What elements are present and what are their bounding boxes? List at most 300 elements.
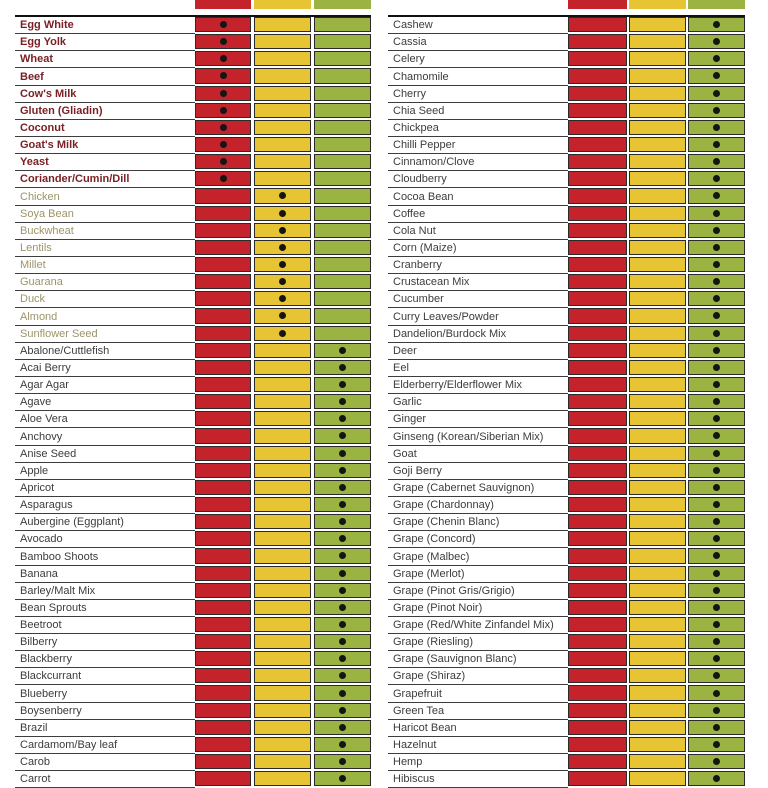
food-row — [15, 600, 371, 617]
food-row — [15, 617, 371, 634]
score-cell-red — [568, 86, 627, 101]
results-panel-right — [388, 0, 745, 788]
food-label: Cinnamon/Clove — [388, 154, 568, 171]
score-cell-yellow — [254, 188, 311, 203]
food-label: Grape (Riesling) — [388, 634, 568, 651]
score-cell-green — [688, 480, 745, 495]
food-label: Grape (Pinot Gris/Grigio) — [388, 583, 568, 600]
food-row — [388, 480, 745, 497]
score-dot — [713, 690, 720, 697]
score-cell-green — [688, 668, 745, 683]
score-cell-yellow — [629, 86, 686, 101]
score-dot — [713, 175, 720, 182]
score-cell-red — [568, 583, 627, 598]
food-row — [388, 446, 745, 463]
score-cell-yellow — [629, 634, 686, 649]
score-dot — [713, 72, 720, 79]
score-cell-green — [314, 548, 371, 563]
score-dot — [279, 278, 286, 285]
score-cell-red — [568, 394, 627, 409]
score-dot — [220, 90, 227, 97]
score-cell-red — [195, 754, 251, 769]
score-cell-yellow — [629, 394, 686, 409]
score-dot — [339, 398, 346, 405]
score-dot — [713, 672, 720, 679]
score-cell-green — [688, 17, 745, 32]
score-cell-red — [195, 531, 251, 546]
score-cell-green — [688, 446, 745, 461]
score-cell-red — [568, 754, 627, 769]
food-row — [15, 86, 371, 103]
score-cell-red — [568, 480, 627, 495]
score-dot — [713, 775, 720, 782]
score-cell-yellow — [254, 583, 311, 598]
food-label: Dandelion/Burdock Mix — [388, 326, 568, 343]
score-dot — [339, 724, 346, 731]
score-cell-yellow — [254, 308, 311, 323]
food-row — [15, 51, 371, 68]
score-cell-green — [688, 497, 745, 512]
food-label: Grape (Red/White Zinfandel Mix) — [388, 617, 568, 634]
food-row — [15, 206, 371, 223]
score-cell-yellow — [254, 171, 311, 186]
score-cell-red — [568, 737, 627, 752]
food-row — [388, 257, 745, 274]
score-cell-green — [314, 754, 371, 769]
score-cell-yellow — [629, 428, 686, 443]
score-cell-yellow — [254, 566, 311, 581]
score-cell-yellow — [629, 291, 686, 306]
score-cell-red — [568, 531, 627, 546]
food-label: Buckwheat — [15, 223, 195, 240]
score-cell-yellow — [629, 480, 686, 495]
score-cell-yellow — [629, 51, 686, 66]
score-cell-red — [568, 103, 627, 118]
score-cell-green — [314, 137, 371, 152]
score-cell-yellow — [254, 17, 311, 32]
score-dot — [339, 775, 346, 782]
score-cell-red — [195, 720, 251, 735]
score-cell-red — [568, 548, 627, 563]
score-cell-green — [314, 34, 371, 49]
score-cell-yellow — [629, 240, 686, 255]
score-cell-yellow — [254, 206, 311, 221]
food-row — [15, 223, 371, 240]
score-cell-red — [568, 188, 627, 203]
food-row — [388, 531, 745, 548]
score-cell-yellow — [629, 154, 686, 169]
score-dot — [220, 38, 227, 45]
score-cell-yellow — [629, 274, 686, 289]
score-cell-red — [195, 154, 251, 169]
score-cell-green — [314, 240, 371, 255]
score-cell-yellow — [629, 771, 686, 786]
food-label: Crustacean Mix — [388, 274, 568, 291]
food-row — [388, 600, 745, 617]
food-label: Chickpea — [388, 120, 568, 137]
score-cell-yellow — [254, 703, 311, 718]
food-row — [388, 308, 745, 325]
score-cell-red — [568, 274, 627, 289]
food-row — [15, 463, 371, 480]
food-label: Green Tea — [388, 703, 568, 720]
score-cell-red — [195, 51, 251, 66]
score-dot — [220, 141, 227, 148]
score-cell-green — [688, 771, 745, 786]
score-cell-green — [688, 103, 745, 118]
score-cell-red — [195, 257, 251, 272]
food-label: Cashew — [388, 17, 568, 34]
food-label: Garlic — [388, 394, 568, 411]
food-label: Curry Leaves/Powder — [388, 308, 568, 325]
score-cell-green — [688, 326, 745, 341]
score-dot — [339, 570, 346, 577]
score-cell-green — [688, 51, 745, 66]
score-dot — [713, 415, 720, 422]
food-label: Soya Bean — [15, 206, 195, 223]
score-cell-yellow — [629, 754, 686, 769]
score-cell-yellow — [254, 377, 311, 392]
score-cell-red — [195, 446, 251, 461]
score-cell-yellow — [629, 446, 686, 461]
food-label: Lentils — [15, 240, 195, 257]
legend-bar-red — [195, 0, 251, 9]
food-label: Coconut — [15, 120, 195, 137]
score-cell-yellow — [629, 514, 686, 529]
food-label: Coriander/Cumin/Dill — [15, 171, 195, 188]
score-cell-green — [314, 668, 371, 683]
score-cell-green — [314, 617, 371, 632]
score-cell-red — [568, 446, 627, 461]
score-cell-red — [195, 188, 251, 203]
food-label: Bean Sprouts — [15, 600, 195, 617]
score-dot — [279, 192, 286, 199]
score-cell-green — [688, 514, 745, 529]
score-cell-yellow — [629, 377, 686, 392]
food-label: Grape (Cabernet Sauvignon) — [388, 480, 568, 497]
results-panel-left — [15, 0, 371, 788]
score-cell-green — [688, 685, 745, 700]
score-cell-red — [195, 428, 251, 443]
score-dot — [713, 312, 720, 319]
food-label: Blackberry — [15, 651, 195, 668]
food-label: Celery — [388, 51, 568, 68]
score-dot — [220, 124, 227, 131]
food-row — [388, 703, 745, 720]
score-cell-green — [314, 634, 371, 649]
score-dot — [713, 707, 720, 714]
food-label: Chamomile — [388, 68, 568, 85]
score-dot — [279, 227, 286, 234]
score-cell-green — [688, 754, 745, 769]
score-cell-yellow — [254, 720, 311, 735]
score-cell-red — [195, 326, 251, 341]
score-cell-red — [568, 343, 627, 358]
food-label: Cardamom/Bay leaf — [15, 737, 195, 754]
score-cell-green — [688, 291, 745, 306]
legend-spacer — [15, 0, 195, 9]
score-dot — [339, 432, 346, 439]
score-cell-green — [314, 68, 371, 83]
score-dot — [713, 21, 720, 28]
food-row — [388, 17, 745, 34]
score-cell-red — [568, 600, 627, 615]
score-dot — [713, 278, 720, 285]
score-cell-red — [195, 411, 251, 426]
food-row — [15, 291, 371, 308]
score-cell-green — [314, 274, 371, 289]
score-cell-yellow — [254, 137, 311, 152]
score-cell-red — [568, 497, 627, 512]
score-cell-red — [195, 634, 251, 649]
food-row — [388, 566, 745, 583]
score-cell-yellow — [629, 17, 686, 32]
food-row — [388, 223, 745, 240]
food-row — [388, 326, 745, 343]
score-dot — [713, 758, 720, 765]
food-row — [388, 120, 745, 137]
score-dot — [220, 72, 227, 79]
score-dot — [279, 261, 286, 268]
score-cell-yellow — [254, 600, 311, 615]
score-cell-red — [568, 120, 627, 135]
food-label: Goat's Milk — [15, 137, 195, 154]
food-row — [15, 531, 371, 548]
score-dot — [339, 364, 346, 371]
score-cell-red — [568, 17, 627, 32]
score-cell-green — [688, 154, 745, 169]
score-cell-green — [688, 240, 745, 255]
score-cell-yellow — [254, 771, 311, 786]
score-dot — [713, 638, 720, 645]
score-cell-yellow — [254, 617, 311, 632]
score-dot — [713, 124, 720, 131]
score-cell-green — [314, 583, 371, 598]
score-cell-red — [195, 394, 251, 409]
score-cell-yellow — [254, 343, 311, 358]
score-cell-yellow — [629, 548, 686, 563]
score-cell-yellow — [254, 548, 311, 563]
score-dot — [339, 552, 346, 559]
score-dot — [713, 347, 720, 354]
score-cell-green — [314, 377, 371, 392]
score-cell-yellow — [254, 411, 311, 426]
score-cell-green — [688, 651, 745, 666]
food-row — [15, 308, 371, 325]
score-cell-green — [688, 583, 745, 598]
score-cell-yellow — [629, 188, 686, 203]
score-cell-red — [568, 651, 627, 666]
score-dot — [220, 107, 227, 114]
food-row — [15, 428, 371, 445]
score-dot — [713, 501, 720, 508]
score-dot — [713, 484, 720, 491]
score-dot — [220, 158, 227, 165]
score-cell-yellow — [629, 34, 686, 49]
food-row — [388, 206, 745, 223]
score-cell-green — [314, 206, 371, 221]
food-label: Haricot Bean — [388, 720, 568, 737]
food-row — [388, 720, 745, 737]
score-dot — [220, 55, 227, 62]
food-label: Carrot — [15, 771, 195, 788]
score-dot — [339, 450, 346, 457]
score-cell-yellow — [629, 223, 686, 238]
food-row — [15, 685, 371, 702]
food-label: Aloe Vera — [15, 411, 195, 428]
legend-spacer — [388, 0, 568, 9]
score-cell-green — [314, 703, 371, 718]
score-cell-red — [568, 566, 627, 581]
score-cell-green — [688, 188, 745, 203]
food-label: Millet — [15, 257, 195, 274]
food-row — [388, 377, 745, 394]
food-label: Grape (Sauvignon Blanc) — [388, 651, 568, 668]
food-row — [15, 326, 371, 343]
food-row — [388, 343, 745, 360]
food-label: Abalone/Cuttlefish — [15, 343, 195, 360]
food-label: Gluten (Gliadin) — [15, 103, 195, 120]
food-row — [388, 154, 745, 171]
food-row — [15, 394, 371, 411]
score-dot — [713, 158, 720, 165]
food-label: Ginseng (Korean/Siberian Mix) — [388, 428, 568, 445]
food-label: Goat — [388, 446, 568, 463]
score-cell-yellow — [629, 668, 686, 683]
score-cell-red — [195, 291, 251, 306]
score-cell-green — [688, 634, 745, 649]
food-row — [15, 274, 371, 291]
food-row — [388, 137, 745, 154]
score-dot — [339, 347, 346, 354]
food-label: Banana — [15, 566, 195, 583]
food-label: Acai Berry — [15, 360, 195, 377]
score-cell-yellow — [254, 360, 311, 375]
score-cell-red — [568, 137, 627, 152]
food-label: Ginger — [388, 411, 568, 428]
legend-header-left — [15, 0, 371, 9]
food-row — [388, 394, 745, 411]
food-label: Apricot — [15, 480, 195, 497]
score-cell-red — [195, 360, 251, 375]
score-cell-green — [688, 394, 745, 409]
score-cell-yellow — [629, 703, 686, 718]
score-dot — [713, 381, 720, 388]
food-row — [388, 34, 745, 51]
score-cell-green — [314, 17, 371, 32]
score-cell-red — [195, 171, 251, 186]
score-cell-yellow — [254, 446, 311, 461]
food-label: Carob — [15, 754, 195, 771]
food-label: Grape (Chardonnay) — [388, 497, 568, 514]
food-label: Blackcurrant — [15, 668, 195, 685]
score-cell-green — [688, 206, 745, 221]
score-cell-red — [568, 291, 627, 306]
score-cell-red — [195, 566, 251, 581]
food-row — [388, 463, 745, 480]
food-row — [388, 548, 745, 565]
food-label: Cherry — [388, 86, 568, 103]
food-label: Egg White — [15, 17, 195, 34]
score-dot — [713, 724, 720, 731]
score-dot — [339, 381, 346, 388]
score-cell-yellow — [629, 137, 686, 152]
score-cell-green — [314, 291, 371, 306]
score-cell-yellow — [629, 497, 686, 512]
food-label: Brazil — [15, 720, 195, 737]
score-cell-green — [688, 566, 745, 581]
score-cell-red — [195, 377, 251, 392]
score-cell-red — [195, 651, 251, 666]
score-dot — [713, 570, 720, 577]
score-cell-yellow — [254, 257, 311, 272]
food-label: Grape (Shiraz) — [388, 668, 568, 685]
score-dot — [713, 55, 720, 62]
score-cell-green — [314, 411, 371, 426]
food-label: Grape (Chenin Blanc) — [388, 514, 568, 531]
score-dot — [713, 107, 720, 114]
score-cell-green — [314, 326, 371, 341]
score-cell-yellow — [629, 566, 686, 581]
score-cell-red — [568, 360, 627, 375]
score-cell-yellow — [254, 634, 311, 649]
score-dot — [713, 244, 720, 251]
score-cell-red — [195, 343, 251, 358]
score-cell-yellow — [254, 754, 311, 769]
score-cell-yellow — [254, 223, 311, 238]
score-cell-red — [568, 240, 627, 255]
food-row — [15, 737, 371, 754]
score-cell-green — [314, 154, 371, 169]
score-cell-red — [568, 720, 627, 735]
score-cell-green — [314, 428, 371, 443]
score-cell-green — [688, 171, 745, 186]
score-dot — [339, 501, 346, 508]
score-cell-green — [314, 480, 371, 495]
food-row — [15, 17, 371, 34]
score-cell-yellow — [254, 668, 311, 683]
score-dot — [339, 518, 346, 525]
food-label: Cassia — [388, 34, 568, 51]
score-cell-yellow — [254, 291, 311, 306]
score-dot — [339, 587, 346, 594]
food-row — [15, 343, 371, 360]
score-cell-green — [688, 68, 745, 83]
food-row — [15, 651, 371, 668]
score-cell-green — [688, 463, 745, 478]
score-cell-green — [688, 600, 745, 615]
score-cell-yellow — [254, 34, 311, 49]
score-cell-yellow — [629, 463, 686, 478]
food-label: Asparagus — [15, 497, 195, 514]
score-cell-red — [195, 497, 251, 512]
food-label: Aubergine (Eggplant) — [15, 514, 195, 531]
food-label: Agave — [15, 394, 195, 411]
score-cell-green — [314, 651, 371, 666]
food-row — [15, 548, 371, 565]
food-row — [15, 497, 371, 514]
score-dot — [339, 604, 346, 611]
food-row — [388, 428, 745, 445]
score-cell-red — [195, 68, 251, 83]
score-cell-yellow — [629, 360, 686, 375]
food-row — [388, 68, 745, 85]
score-cell-red — [195, 223, 251, 238]
score-cell-red — [195, 17, 251, 32]
food-row — [388, 617, 745, 634]
food-label: Cola Nut — [388, 223, 568, 240]
score-cell-green — [688, 257, 745, 272]
